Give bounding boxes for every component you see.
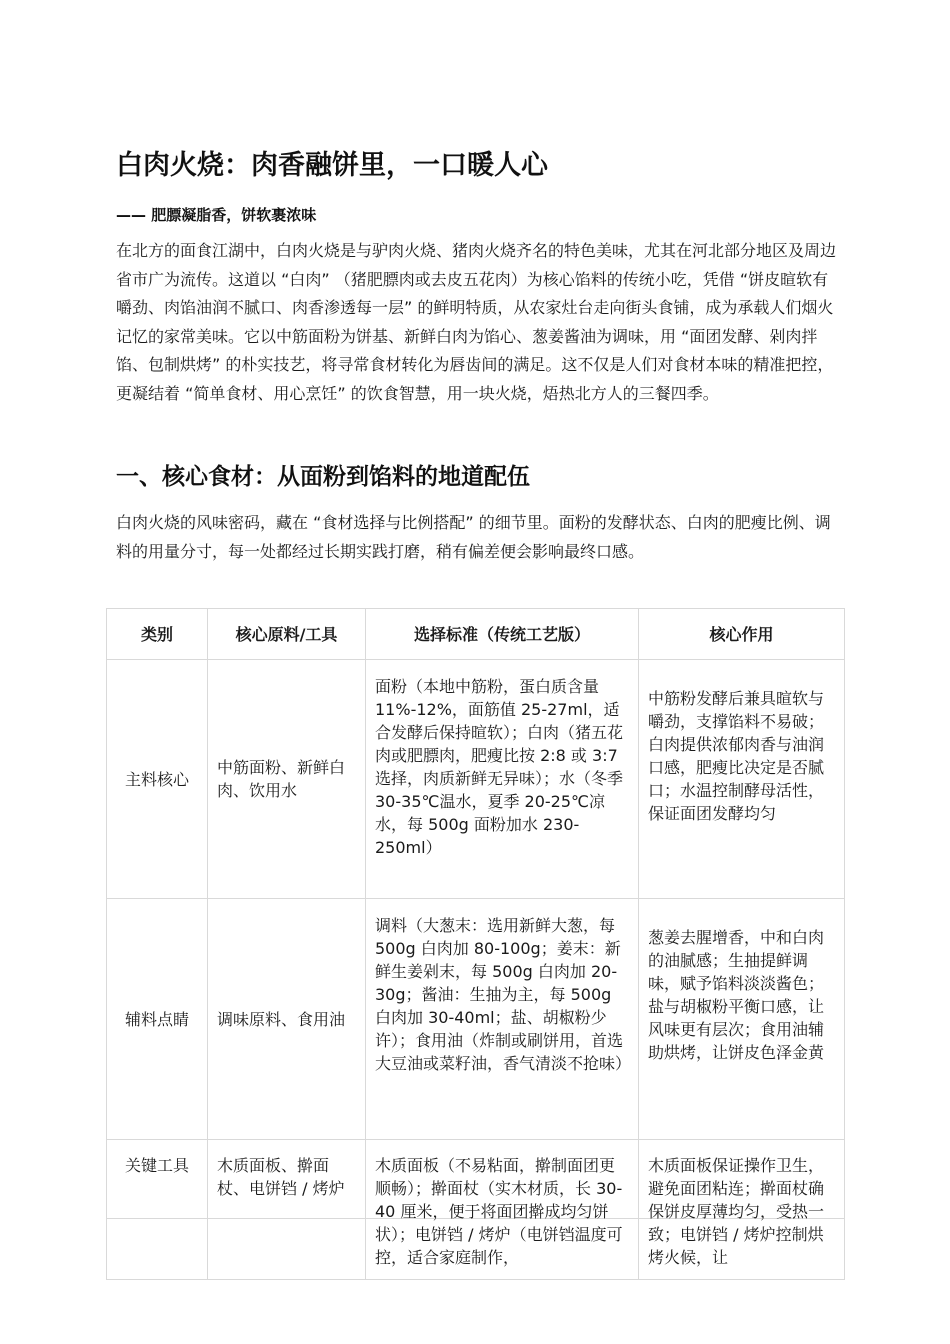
row-standard: 调料（大葱末：选用新鲜大葱，每 500g 白肉加 80-100g；姜末：新鲜生姜剁末，每 500g 白肉加 20-30g；酱油：生抽为主，每 500g 白肉加 30-40ml；盐、胡椒粉少许）；食用油（炸制或刷饼用，首选大豆油或菜籽油，香气清淡不抢味）	[366, 899, 639, 1140]
table-row	[107, 899, 845, 1140]
header-category: 类别	[107, 609, 208, 660]
header-standard: 选择标准（传统工艺版）	[366, 609, 639, 660]
table-header-row	[107, 609, 845, 660]
row-standard: 木质面板（不易粘面，擀制面团更顺畅）；擀面杖（实木材质，长 30-40 厘米，便于将面团擀成均匀饼状）；电饼铛 / 烤炉（电饼铛温度可控，适合家庭制作，	[366, 1140, 639, 1280]
row-materials: 中筋面粉、新鲜白肉、饮用水	[208, 660, 366, 899]
table-row	[107, 1140, 845, 1280]
ingredients-table	[106, 608, 844, 1267]
row-role: 葱姜去腥增香，中和白肉的油腻感；生抽提鲜调味，赋予馅料淡淡酱色；盐与胡椒粉平衡口感，让风味更有层次；食用油辅助烘烤，让饼皮色泽金黄	[639, 899, 845, 1140]
header-role: 核心作用	[639, 609, 845, 660]
section-paragraph: 白肉火烧的风味密码，藏在 “食材选择与比例搭配” 的细节里。面粉的发酵状态、白肉的肥瘦比例、调料的用量分寸，每一处都经过长期实践打磨，稍有偏差便会影响最终口感。	[116, 513, 831, 561]
row-category: 辅料点睛	[107, 899, 208, 1140]
row-category: 主料核心	[107, 660, 208, 899]
article-subtitle: —— 肥膘凝脂香，饼软裹浓味	[116, 206, 317, 224]
row-category: 关键工具	[107, 1140, 208, 1280]
table-row	[107, 660, 845, 899]
row-role: 木质面板保证操作卫生，避免面团粘连；擀面杖确保饼皮厚薄均匀，受热一致；电饼铛 / 烤炉控制烘烤火候，让	[639, 1140, 845, 1280]
row-role: 中筋粉发酵后兼具暄软与嚼劲，支撑馅料不易破；白肉提供浓郁肉香与油润口感，肥瘦比决定是否腻口；水温控制酵母活性，保证面团发酵均匀	[639, 660, 845, 899]
article-title: 白肉火烧：肉香融饼里，一口暖人心	[116, 150, 548, 181]
section-heading: 一、核心食材：从面粉到馅料的地道配伍	[116, 464, 530, 490]
row-standard: 面粉（本地中筋粉，蛋白质含量 11%-12%，面筋值 25-27ml，适合发酵后保持暄软）；白肉（猪五花肉或肥膘肉，肥瘦比按 2:8 或 3:7 选择，肉质新鲜无异味）；水（冬季 30-35℃温水，夏季 20-25℃凉水，每 500g 面粉加水 230-250ml）	[366, 660, 639, 899]
header-materials: 核心原料/工具	[208, 609, 366, 660]
intro-paragraph: 在北方的面食江湖中，白肉火烧是与驴肉火烧、猪肉火烧齐名的特色美味，尤其在河北部分地区及周边省市广为流传。这道以 “白肉” （猪肥膘肉或去皮五花肉）为核心馅料的传统小吃，凭借 “饼皮暄软有嚼劲、肉馅油润不腻口、肉香渗透每一层” 的鲜明特质，从农家灶台走向街头食铺，成为承载人们烟火记忆的家常美味。它以中筋面粉为饼基、新鲜白肉为馅心、葱姜酱油为调味，用 “面团发酵、剁肉拌馅、包制烘烤” 的朴实技艺，将寻常食材转化为唇齿间的满足。这不仅是人们对食材本味的精准把控，更凝结着 “简单食材、用心烹饪” 的饮食智慧，用一块火烧，焐热北方人的三餐四季。	[116, 241, 837, 403]
row-materials: 调味原料、食用油	[208, 899, 366, 1140]
row-materials: 木质面板、擀面杖、电饼铛 / 烤炉	[208, 1140, 366, 1280]
